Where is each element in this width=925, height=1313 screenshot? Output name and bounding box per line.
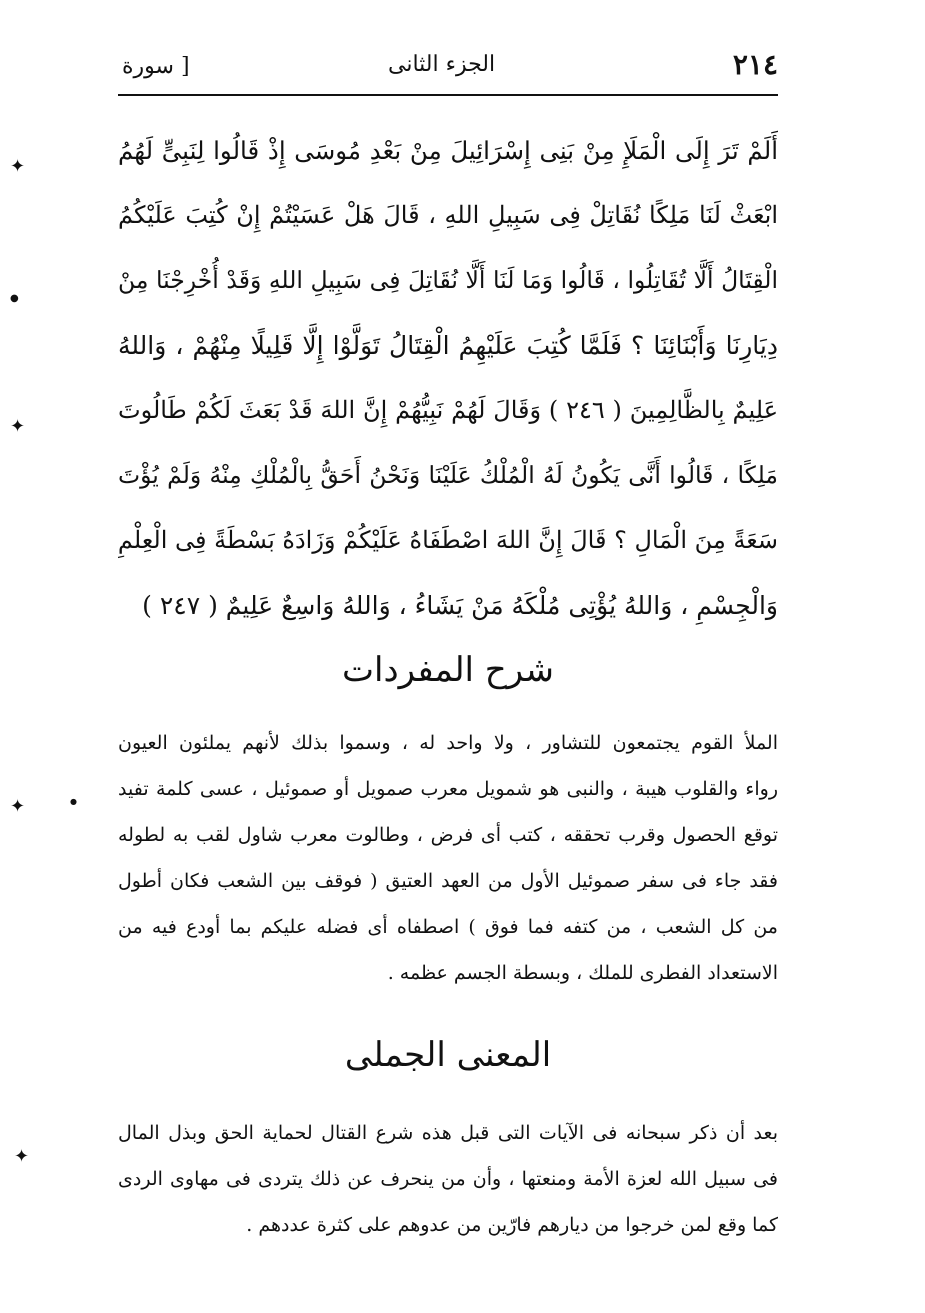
scan-dot-icon: ●: [10, 293, 19, 304]
page-number: ٢١٤: [732, 48, 778, 81]
verse-line: دِيَارِنَا وَأَبْنَائِنَا ؟ فَلَمَّا كُتِبَ عَلَيْهِمُ الْقِتَالُ تَوَلَّوْا إِلَّا قَلِيلًا مِنْهُمْ ، وَاللهُ: [118, 331, 778, 360]
summary-text: [118, 1110, 778, 1248]
verse-line: أَلَمْ تَرَ إِلَى الْمَلَإِ مِنْ بَنِى إِسْرَائِيلَ مِنْ بَعْدِ مُوسَى إِذْ قَالُوا لِنَبِىٍّ لَهُمُ: [118, 136, 778, 165]
verse-line: وَالْجِسْمِ ، وَاللهُ يُؤْتِى مُلْكَهُ مَنْ يَشَاءُ ، وَاللهُ وَاسِعٌ عَلِيمٌ ( ٢٤٧ ): [142, 591, 778, 620]
verse-line: ابْعَثْ لَنَا مَلِكًا نُقَاتِلْ فِى سَبِيلِ اللهِ ، قَالَ هَلْ عَسَيْتُمْ إِنْ كُتِبَ عَلَيْكُمُ: [118, 201, 778, 229]
page-header: [118, 48, 778, 96]
verse-line: سَعَةً مِنَ الْمَالِ ؟ قَالَ إِنَّ اللهَ اصْطَفَاهُ عَلَيْكُمْ وَزَادَهُ بَسْطَةً فِى الْعِلْمِ: [118, 526, 778, 554]
text-line: فقد جاء فى سفر صموئيل الأول من العهد العتيق ( فوقف بين الشعب فكان أطول: [118, 870, 778, 892]
scan-speck-icon: ✦: [10, 416, 26, 437]
vocabulary-text: [118, 720, 778, 996]
scan-speck-icon: ✦: [14, 1146, 30, 1167]
verse-line: مَلِكًا ، قَالُوا أَنَّى يَكُونُ لَهُ الْمُلْكُ عَلَيْنَا وَنَحْنُ أَحَقُّ بِالْمُلْكِ مِنْهُ وَلَمْ يُؤْتَ: [118, 461, 778, 489]
text-line: من كل الشعب ، من كتفه فما فوق ) اصطفاه أى فضله عليكم بما أودع فيه من: [118, 916, 778, 938]
text-line: رواء والقلوب هيبة ، والنبى هو شمويل معرب صمويل أو صموئيل ، عسى كلمة تفيد: [118, 778, 778, 800]
text-line: بعد أن ذكر سبحانه فى الآيات التى قبل هذه شرع القتال لحماية الحق وبذل المال: [118, 1122, 778, 1144]
text-line: توقع الحصول وقرب تحققه ، كتب أى فرض ، وطالوت معرب شاول لقب به لطوله: [118, 824, 778, 846]
text-line: كما وقع لمن خرجوا من ديارهم فارّين من عدوهم على كثرة عددهم .: [246, 1214, 778, 1236]
text-line: الاستعداد الفطرى للملك ، وبسطة الجسم عظمه .: [387, 962, 778, 984]
section-title-vocabulary: شرح المفردات: [341, 650, 555, 690]
verse-line: الْقِتَالُ أَلَّا تُقَاتِلُوا ، قَالُوا وَمَا لَنَا أَلَّا نُقَاتِلَ فِى سَبِيلِ اللهِ وَقَدْ أُخْرِجْنَا مِنْ: [118, 266, 778, 294]
running-title: الجزء الثانى: [388, 52, 496, 77]
quran-verses: [118, 118, 778, 638]
section-title-summary: المعنى الجملى: [344, 1035, 552, 1075]
text-line: الملأ القوم يجتمعون للتشاور ، ولا واحد له ، وسموا بذلك لأنهم يملئون العيون: [118, 732, 778, 754]
text-line: فى سبيل الله لعزة الأمة ومنعتها ، وأن من ينحرف عن ذلك يتردى فى مهاوى الردى: [118, 1168, 778, 1190]
scan-dot-icon: ●: [70, 797, 77, 806]
scan-speck-icon: ✦: [10, 796, 26, 817]
surah-label: [ سورة: [122, 54, 190, 79]
scan-speck-icon: ✦: [10, 156, 26, 177]
verse-line: عَلِيمٌ بِالظَّالِمِينَ ( ٢٤٦ ) وَقَالَ لَهُمْ نَبِيُّهُمْ إِنَّ اللهَ قَدْ بَعَثَ لَكُمْ طَالُوتَ: [118, 396, 778, 424]
